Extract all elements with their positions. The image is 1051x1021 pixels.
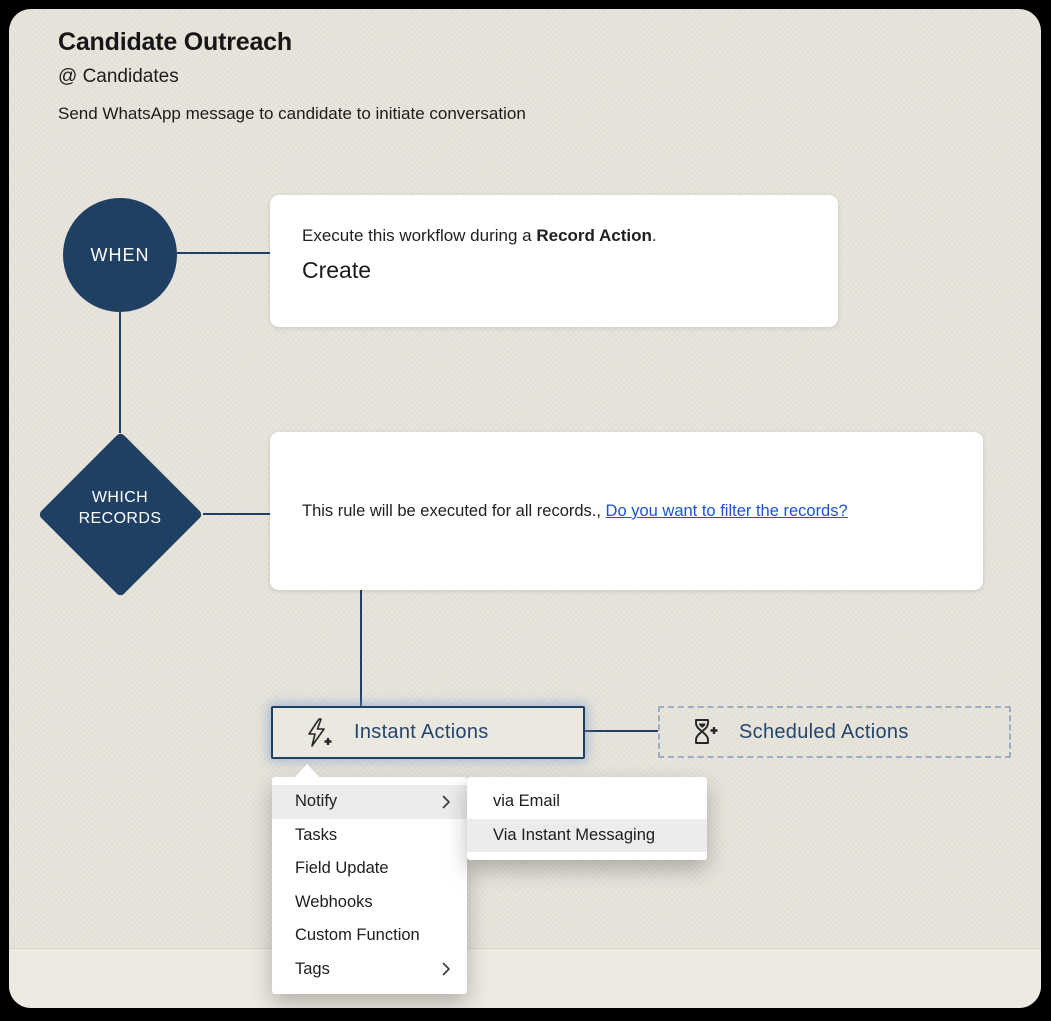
records-filter-card[interactable] [270, 432, 983, 590]
scheduled-actions-label: Scheduled Actions [739, 720, 909, 743]
connector-when-to-which [119, 312, 121, 433]
when-node [63, 198, 177, 312]
menu-item-tasks[interactable]: Tasks [295, 825, 338, 844]
hourglass-plus-icon [690, 717, 719, 747]
connector-when-to-card [177, 252, 270, 254]
when-node-label: WHEN [90, 244, 150, 265]
records-filter-text: This rule will be executed for all records., Do you want to filter the records? [302, 502, 848, 520]
connector-instant-to-scheduled [585, 730, 658, 732]
menu-item-webhooks[interactable]: Webhooks [295, 892, 373, 911]
instant-actions-menu [272, 777, 467, 994]
page-title: Candidate Outreach [58, 28, 292, 56]
submenu-chevron-icon [442, 962, 451, 976]
filter-records-link[interactable]: Do you want to filter the records? [605, 502, 848, 520]
workflow-description: Send WhatsApp message to candidate to initiate conversation [58, 104, 526, 123]
record-action-text: Execute this workflow during a Record Action. [302, 226, 657, 245]
lightning-plus-icon [305, 717, 332, 748]
record-action-card[interactable] [270, 195, 838, 327]
menu-item-field-update[interactable]: Field Update [295, 859, 389, 878]
target-form-label: @ Candidates [58, 66, 179, 87]
menu-item-custom-function[interactable]: Custom Function [295, 926, 420, 945]
canvas-footer [9, 948, 1041, 1008]
instant-actions-label: Instant Actions [354, 721, 489, 743]
workflow-canvas [9, 9, 1041, 1008]
menu-item-tags[interactable]: Tags [272, 953, 467, 987]
submenu-item-via-instant-messaging[interactable]: Via Instant Messaging [467, 819, 707, 853]
scheduled-actions-button[interactable] [658, 706, 1011, 758]
submenu-chevron-icon [442, 795, 451, 809]
trigger-value: Create [302, 257, 372, 283]
menu-item-notify[interactable]: Notify [272, 785, 467, 819]
which-records-node-label: WHICH RECORDS [78, 489, 162, 527]
instant-actions-button[interactable] [271, 706, 585, 759]
notify-submenu [467, 777, 707, 860]
connector-which-to-card [203, 513, 270, 515]
connector-card-to-actions [360, 590, 362, 707]
menu-caret [294, 764, 320, 778]
submenu-item-via-email[interactable]: via Email [493, 792, 560, 811]
record-action-bold: Record Action [536, 226, 652, 245]
